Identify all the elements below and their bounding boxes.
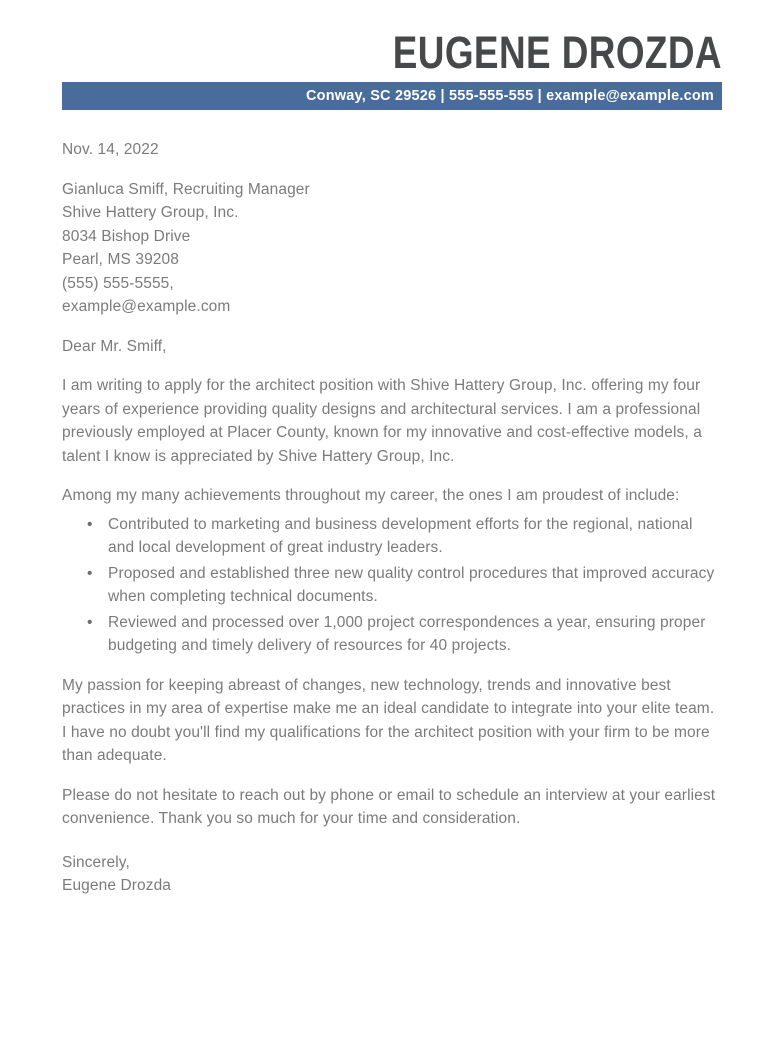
opening-paragraph: I am writing to apply for the architect position with Shive Hattery Group, Inc. offering my four years of experience providing quality designs and architectural services. I am a professional previously employed at Placer County, known for my innovative and cost-effective models, a talent I know is appreciated by Shive Hattery Group, Inc. bbox=[62, 377, 702, 465]
letter-page bbox=[0, 27, 784, 1045]
recipient-block bbox=[62, 178, 722, 319]
value-paragraph: My passion for keeping abreast of changes, new technology, trends and innovative best practices in my area of expertise make me an ideal candidate to integrate into your elite team. I have no doubt you'll find my qualifications for the architect position with your firm to be more than adequate. bbox=[62, 676, 715, 764]
achievement-item: • Reviewed and processed over 1,000 project correspondences a year, ensuring proper budgeting and timely delivery of resources for 40 projects. bbox=[62, 611, 722, 658]
achievement-item: • Contributed to marketing and business development efforts for the regional, national and local development of great industry leaders. bbox=[62, 513, 722, 560]
letter-body bbox=[62, 138, 722, 898]
valediction: Sincerely, bbox=[62, 853, 130, 871]
recipient-phone: (555) 555-5555, bbox=[62, 274, 174, 292]
recipient-city-state-zip: Pearl, MS 39208 bbox=[62, 251, 179, 268]
candidate-name: EUGENE DROZDA bbox=[392, 27, 722, 78]
achievements-list bbox=[62, 513, 722, 658]
recipient-street: 8034 Bishop Drive bbox=[62, 227, 191, 245]
recipient-name-title: Gianluca Smiff, Recruiting Manager bbox=[62, 180, 310, 198]
recipient-email: example@example.com bbox=[62, 298, 231, 315]
achievement-item: • Proposed and established three new quality control procedures that improved accuracy when completing technical documents. bbox=[62, 562, 722, 609]
recipient-company: Shive Hattery Group, Inc. bbox=[62, 204, 239, 221]
contact-bar bbox=[62, 82, 722, 110]
signature: Eugene Drozda bbox=[62, 877, 172, 894]
letter-date: Nov. 14, 2022 bbox=[62, 141, 159, 158]
contact-info: Conway, SC 29526 | 555-555-555 | example@example.com bbox=[306, 88, 714, 104]
closing-paragraph: Please do not hesitate to reach out by phone or email to schedule an interview at your earliest convenience. Thank you so much for your time and consideration. bbox=[62, 786, 716, 827]
achievements-intro: Among my many achievements throughout my career, the ones I am proudest of include: bbox=[62, 487, 680, 504]
salutation: Dear Mr. Smiff, bbox=[62, 337, 167, 355]
